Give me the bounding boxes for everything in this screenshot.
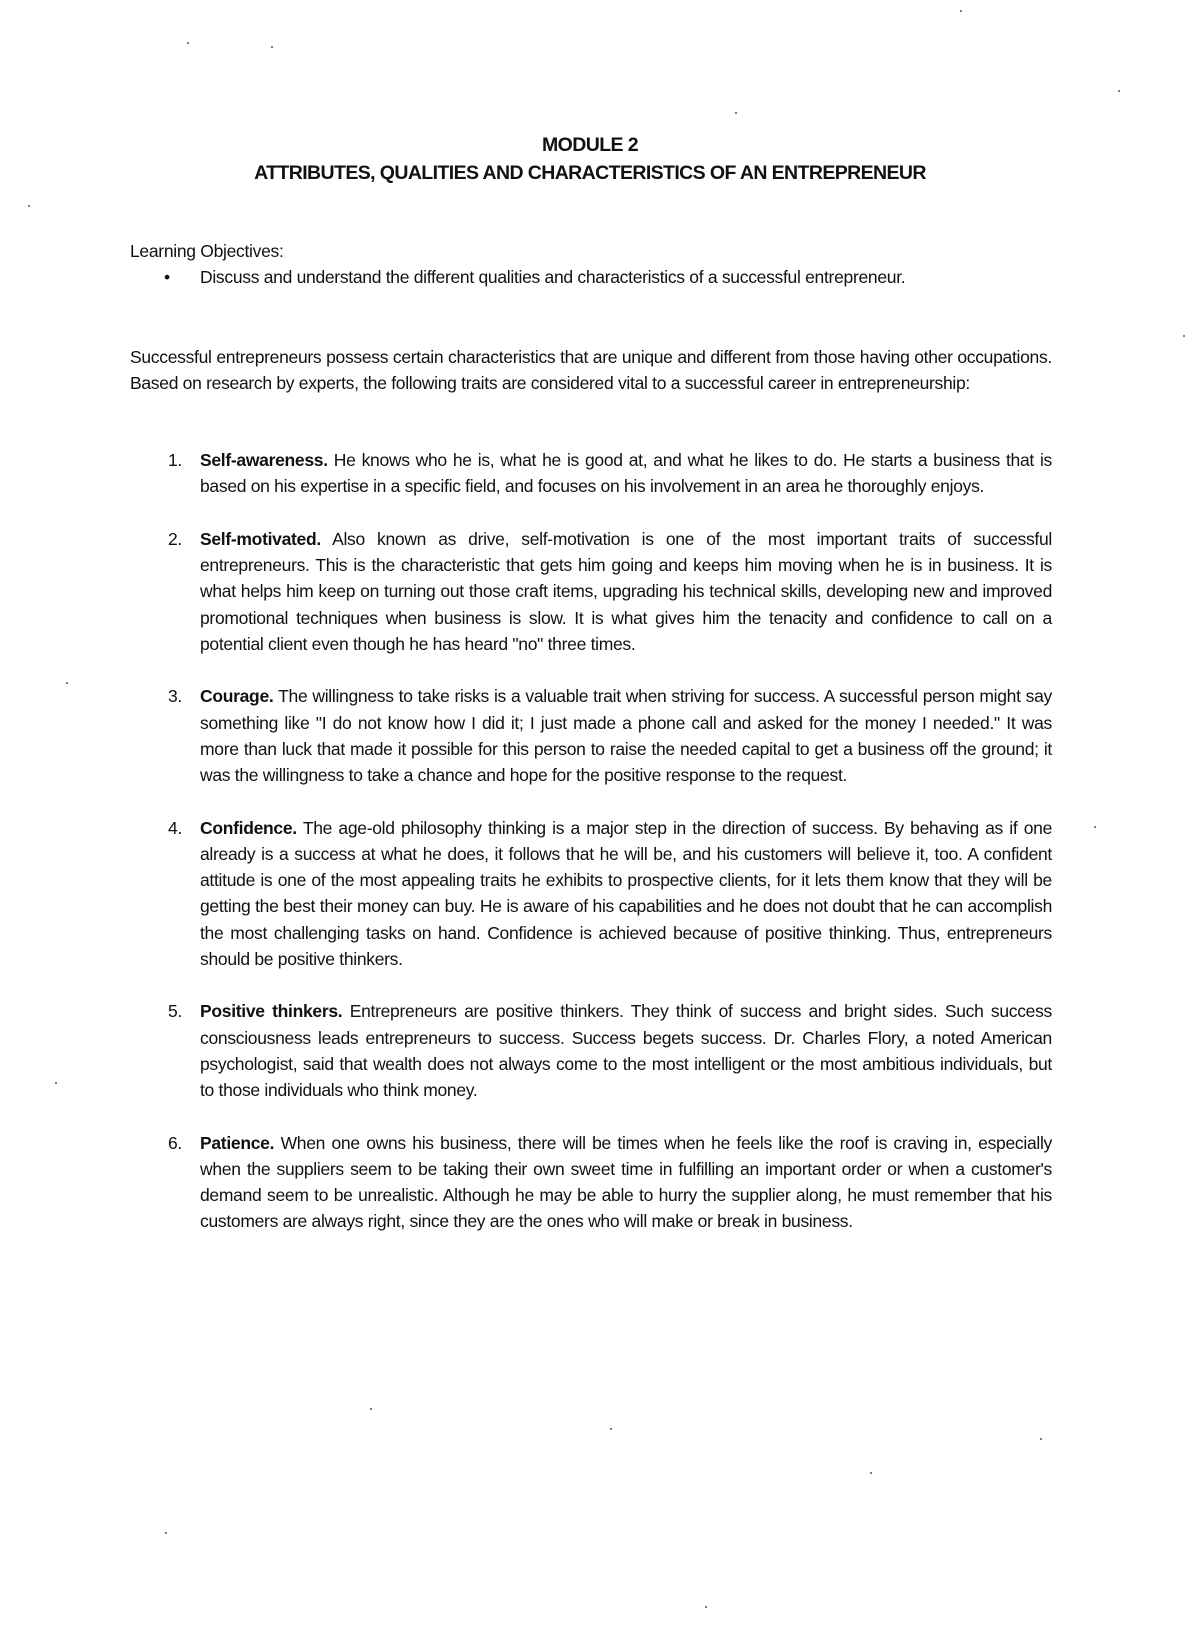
trait-item [130,998,1052,1103]
trait-number: 5. [168,1001,182,1022]
objective-text: Discuss and understand the different qualities and characteristics of a successful entrepreneur. [200,267,906,287]
trait-description: He knows who he is, what he is good at, and what he likes to do. He starts a business that is based on his expertise in a specific field, and focuses on his involvement in an area he thoroughly enjoys. [200,450,1052,497]
trait-term: Self-awareness. [200,450,328,470]
trait-number: 1. [168,450,182,470]
scan-speck [960,10,962,12]
scan-speck [28,205,30,207]
scan-speck [705,1606,707,1608]
scan-speck [165,1532,167,1534]
trait-term: Self-motivated. [200,528,321,549]
trait-number: 6. [168,1132,182,1153]
trait-item [130,1130,1052,1235]
trait-description: Entrepreneurs are positive thinkers. They think of success and bright sides. Such success consciousness leads entrepreneurs to success. Success begets success. Dr. Charles Flory, a noted American psychologist, said that wealth does not always come to the most intelligent or the most ambitious individuals, but to those individuals who think money. [200,1001,1053,1101]
intro-paragraph: Successful entrepreneurs possess certain characteristics that are unique and different from those having other occupations. Based on research by experts, the following traits are considered vital to a successful career in entrepreneurship: [130,347,1052,393]
scan-speck [1118,90,1120,92]
trait-term: Courage. [200,686,274,707]
traits-list [130,447,1052,1261]
objectives-list [130,264,1060,290]
scan-speck [1094,826,1096,828]
objectives-label: Learning Objectives: [130,241,284,261]
trait-item [130,447,1052,499]
bullet-icon: • [164,267,170,287]
document-header [130,131,1050,187]
scan-speck [610,1428,612,1430]
page-title: ATTRIBUTES, QUALITIES AND CHARACTERISTICS OF AN ENTREPRENEUR [254,162,926,184]
trait-number: 2. [168,528,182,549]
trait-term: Positive thinkers. [200,1001,343,1022]
scan-speck [271,46,273,48]
scan-speck [370,1408,372,1410]
trait-item [130,815,1052,972]
scan-speck [187,42,189,44]
scan-speck [735,112,737,114]
trait-term: Patience. [200,1132,275,1153]
trait-number: 4. [168,817,182,838]
trait-item [130,683,1052,788]
scan-speck [870,1472,872,1474]
scan-speck [1183,335,1185,337]
trait-number: 3. [168,686,182,707]
trait-description: The age-old philosophy thinking is a major step in the direction of success. By behaving as if one already is a success at what he does, it follows that he will be, and his customers will believe it, too. A confident attitude is one of the most appealing traits he exhibits to prospective clients, for it lets them know that they will be getting the best their money can buy. He is aware of his capabilities and he does not doubt that he can accomplish the most challenging tasks on hand. Confidence is achieved because of positive thinking. Thus, entrepreneurs should be positive thinkers. [200,817,1052,969]
scan-speck [66,682,68,684]
scan-speck [1040,1438,1042,1440]
trait-description: When one owns his business, there will be times when he feels like the roof is craving in, especially when the suppliers seem to be taking their own sweet time in fulfilling an important order or when a customer's demand seem to be unrealistic. Although he may be able to hurry the supplier along, he must remember that his customers are always right, since they are the ones who will make or break in business. [200,1132,1052,1232]
scan-speck [55,1082,57,1084]
trait-description: The willingness to take risks is a valuable trait when striving for success. A successful person might say something like "I do not know how I did it; I just made a phone call and asked for the money I needed." It was more than luck that made it possible for this person to raise the needed capital to get a business off the ground; it was the willingness to take a chance and hope for the positive response to the request. [200,686,1052,786]
trait-item [130,526,1052,657]
trait-description: Also known as drive, self-motivation is one of the most important traits of successful entrepreneurs. This is the characteristic that gets him going and keeps him moving when he is in business. It is what helps him keep on turning out those craft items, upgrading his technical skills, developing new and improved promotional techniques when business is slow. It is what gives him the tenacity and confidence to call on a potential client even though he has heard "no" three times. [200,528,1052,654]
learning-objectives [130,238,1060,290]
objective-item [164,264,1060,290]
trait-term: Confidence. [200,817,297,838]
module-label: MODULE 2 [542,134,638,156]
